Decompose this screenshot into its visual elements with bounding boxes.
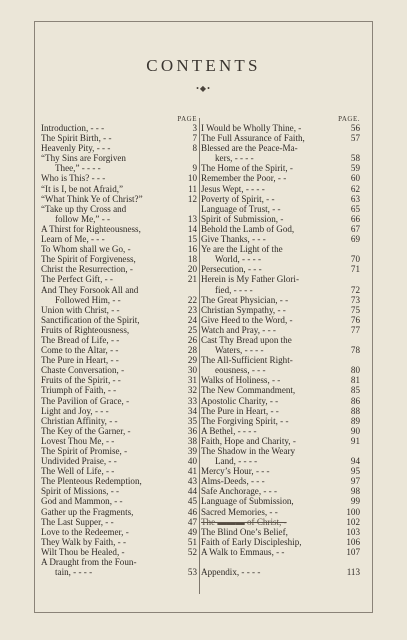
contents-entry	[41, 254, 197, 264]
entry-title: Faith of Early Discipleship,	[201, 536, 302, 547]
entry-title: Language of Trust, - -	[201, 203, 281, 214]
contents-entry	[41, 335, 197, 345]
entry-page-number: 75	[350, 304, 360, 315]
contents-entry	[41, 305, 197, 315]
contents-entry	[201, 335, 360, 345]
contents-entry	[41, 184, 197, 194]
entry-title: Jesus Wept, - - - -	[201, 183, 265, 194]
entry-title: Union with Christ, - -	[41, 304, 120, 315]
entry-title: The Last Supper, - -	[41, 516, 114, 527]
entry-title: Alms-Deeds, - - -	[201, 476, 265, 487]
contents-entry	[41, 123, 197, 133]
contents-entry	[201, 264, 360, 274]
entry-title: Introduction, - - -	[41, 123, 105, 133]
entry-page-number: 23	[187, 304, 197, 315]
entry-title: eousness, - - -	[215, 365, 266, 376]
entry-page-number: 31	[187, 375, 197, 386]
entry-title: The Shadow in the Weary	[201, 446, 296, 456]
entry-page-number: 65	[350, 203, 360, 214]
entry-page-number: 98	[350, 486, 360, 497]
contents-entry	[41, 224, 197, 234]
entry-title: Herein is My Father Glori-	[201, 274, 299, 285]
entry-page-number: 81	[350, 375, 360, 386]
contents-entry	[201, 325, 360, 335]
entry-title: The Full Assurance of Faith,	[201, 133, 305, 144]
contents-entry	[201, 375, 360, 385]
contents-entry	[201, 123, 360, 133]
contents-entry	[201, 184, 360, 194]
entry-title: A Thirst for Righteousness,	[41, 223, 141, 234]
entry-page-number: 45	[187, 496, 197, 507]
entry-title: Wilt Thou be Healed, -	[41, 546, 125, 557]
entry-page-number: 25	[187, 324, 197, 335]
entry-page-number: 10	[187, 173, 197, 184]
entry-title: “It is I, be not Afraid,”	[41, 183, 124, 194]
entry-title: Poverty of Spirit, - -	[201, 193, 275, 204]
entry-page-number: 113	[346, 567, 360, 578]
contents-entry	[201, 315, 360, 325]
contents-entry	[41, 416, 197, 426]
entry-title: The Blind One’s Belief,	[201, 526, 288, 537]
contents-entry	[41, 547, 197, 557]
entry-page-number: 66	[350, 213, 360, 224]
entry-page-number: 77	[350, 324, 360, 335]
entry-title: A Walk to Emmaus, - -	[201, 546, 285, 557]
entry-title: The Great Physician, - -	[201, 294, 289, 305]
entry-page-number: 67	[350, 223, 360, 234]
contents-entry	[201, 537, 360, 547]
contents-entry	[201, 416, 360, 426]
entry-title: kers, - - - -	[215, 153, 254, 164]
contents-entry	[201, 285, 360, 295]
entry-title: Walks of Holiness, - -	[201, 375, 281, 386]
contents-entry	[201, 557, 360, 567]
entry-title: Thee,” - - - -	[55, 163, 101, 174]
entry-page-number: 15	[187, 234, 197, 245]
entry-page-number: 60	[350, 173, 360, 184]
contents-entry	[41, 406, 197, 416]
entry-title: “What Think Ye of Christ?”	[41, 193, 143, 204]
entry-page-number: 22	[187, 294, 197, 305]
entry-page-number: 24	[187, 314, 197, 325]
contents-entry	[201, 163, 360, 173]
contents-entry	[201, 507, 360, 517]
entry-title: The ▬▬▬ of Christ, -	[201, 516, 287, 527]
contents-entry	[41, 244, 197, 254]
contents-entry	[201, 456, 360, 466]
column-divider	[199, 118, 200, 594]
entry-title: Love to the Redeemer, -	[41, 526, 129, 537]
entry-title: Cast Thy Bread upon the	[201, 334, 292, 345]
entry-page-number: 9	[192, 163, 197, 174]
contents-entry	[201, 305, 360, 315]
entry-page-number: 7	[192, 133, 197, 144]
entry-title: Lovest Thou Me, - -	[41, 435, 115, 446]
contents-entry	[41, 466, 197, 476]
contents-entry	[201, 173, 360, 183]
entry-title: follow Me,” - -	[55, 213, 111, 224]
contents-entry	[201, 204, 360, 214]
entry-title: Waters, - - - -	[215, 345, 264, 356]
entry-title: Followed Him, - -	[55, 294, 121, 305]
contents-entry	[201, 234, 360, 244]
contents-entry	[41, 133, 197, 143]
entry-title: And They Forsook All and	[41, 284, 139, 295]
entry-page-number: 73	[350, 294, 360, 305]
contents-entry	[41, 204, 197, 214]
entry-title: Persecution, - - -	[201, 264, 262, 275]
entry-page-number: 41	[187, 466, 197, 477]
entry-page-number: 78	[350, 345, 360, 356]
entry-title: The Spirit of Forgiveness,	[41, 254, 136, 265]
contents-entry	[201, 396, 360, 406]
entry-title: Mercy’s Hour, - - -	[201, 466, 270, 477]
contents-entry	[41, 385, 197, 395]
contents-entry	[41, 325, 197, 335]
entry-page-number: 49	[187, 526, 197, 537]
contents-entry	[201, 194, 360, 204]
contents-entry	[201, 486, 360, 496]
entry-title: Give Heed to the Word, -	[201, 314, 293, 325]
entry-page-number: 3	[192, 123, 197, 133]
entry-page-number: 71	[350, 264, 360, 275]
entry-page-number: 28	[187, 345, 197, 356]
entry-page-number: 58	[350, 153, 360, 164]
contents-entry	[41, 456, 197, 466]
entry-title: The Pure in Heart, - -	[41, 355, 119, 366]
entry-page-number: 11	[188, 183, 197, 194]
entry-title: Christian Affinity, - -	[41, 415, 118, 426]
entry-page-number: 8	[192, 143, 197, 154]
entry-title: The All-Sufficient Right-	[201, 355, 293, 366]
entry-title: They Walk by Faith, - -	[41, 536, 126, 547]
entry-page-number: 85	[350, 385, 360, 396]
entry-title: The Spirit of Promise, -	[41, 446, 128, 456]
entry-page-number: 56	[350, 123, 360, 133]
contents-entry	[41, 557, 197, 567]
entry-page-number: 20	[187, 264, 197, 275]
entry-title: The Spirit Birth, - -	[41, 133, 112, 144]
entry-page-number: 57	[350, 133, 360, 144]
entry-title: Blessed are the Peace-Ma-	[201, 143, 298, 154]
contents-entry	[201, 476, 360, 486]
contents-entry	[201, 224, 360, 234]
entry-page-number: 63	[350, 193, 360, 204]
entry-page-number: 89	[350, 415, 360, 426]
entry-title: Undivided Praise, - -	[41, 456, 117, 467]
entry-title: The Home of the Spirit, -	[201, 163, 293, 174]
entry-page-number: 30	[187, 365, 197, 376]
contents-entry	[201, 133, 360, 143]
contents-entry	[41, 264, 197, 274]
entry-page-number: 13	[187, 213, 197, 224]
contents-entry	[201, 295, 360, 305]
entry-page-number: 100	[346, 506, 360, 517]
contents-entry	[41, 426, 197, 436]
entry-page-number: 46	[187, 506, 197, 517]
entry-title: The Bread of Life, - -	[41, 334, 120, 345]
entry-title: To Whom shall we Go, -	[41, 244, 131, 255]
entry-page-number: 34	[187, 405, 197, 416]
entry-title: Come to the Altar, - -	[41, 345, 119, 356]
entry-page-number: 12	[187, 193, 197, 204]
entry-page-number: 26	[187, 334, 197, 345]
contents-entry	[41, 345, 197, 355]
contents-entry	[201, 567, 360, 577]
entry-title: Land, - - - -	[215, 456, 258, 467]
entry-title: Gather up the Fragments,	[41, 506, 134, 517]
contents-entry	[41, 507, 197, 517]
entry-page-number: 62	[350, 183, 360, 194]
entry-page-number: 36	[187, 425, 197, 436]
entry-title: tain, - - - -	[55, 567, 93, 578]
entry-page-number: 33	[187, 395, 197, 406]
entry-page-number: 97	[350, 476, 360, 487]
entry-title: I Would be Wholly Thine, -	[201, 123, 302, 133]
entry-page-number: 35	[187, 415, 197, 426]
entry-page-number: 91	[350, 435, 360, 446]
contents-left-column	[41, 115, 197, 577]
entry-page-number: 21	[187, 274, 197, 285]
entry-page-number: 70	[350, 254, 360, 265]
entry-page-number: 51	[187, 536, 197, 547]
contents-entry	[41, 214, 197, 224]
contents-entry	[201, 153, 360, 163]
entry-title: “Thy Sins are Forgiven	[41, 153, 126, 164]
contents-entry	[201, 254, 360, 264]
contents-entry	[41, 517, 197, 527]
entry-title: Learn of Me, - - -	[41, 234, 105, 245]
contents-entry	[41, 285, 197, 295]
entry-title: Spirit of Submission, -	[201, 213, 284, 224]
contents-entry	[201, 406, 360, 416]
entry-page-number: 88	[350, 405, 360, 416]
entry-page-number: 80	[350, 365, 360, 376]
page-column-label: PAGE	[177, 115, 197, 123]
entry-page-number: 53	[187, 567, 197, 578]
contents-entry	[41, 234, 197, 244]
entry-title: Sacred Memories, - -	[201, 506, 278, 517]
entry-title: Spirit of Missions, - -	[41, 486, 120, 497]
entry-title: The Forgiving Spirit, - -	[201, 415, 289, 426]
contents-entry	[201, 436, 360, 446]
entry-page-number: 107	[346, 546, 360, 557]
contents-entry	[201, 214, 360, 224]
contents-entry	[41, 173, 197, 183]
entry-title: Christian Sympathy, - -	[201, 304, 286, 315]
entry-title: Remember the Poor, - -	[201, 173, 287, 184]
contents-entry	[41, 486, 197, 496]
entry-page-number: 59	[350, 163, 360, 174]
entry-title: “Take up thy Cross and	[41, 203, 127, 214]
entry-title: Appendix, - - - -	[201, 567, 261, 578]
entry-title: Safe Anchorage, - - -	[201, 486, 277, 497]
entry-page-number: 103	[346, 526, 360, 537]
contents-entry	[201, 143, 360, 153]
contents-entry	[41, 436, 197, 446]
entry-title: Who is This? - - -	[41, 173, 106, 184]
entry-title: The Perfect Gift, - -	[41, 274, 113, 285]
entry-page-number: 29	[187, 355, 197, 366]
entry-page-number: 32	[187, 385, 197, 396]
contents-entry	[201, 466, 360, 476]
contents-entry	[201, 244, 360, 254]
contents-entry	[41, 496, 197, 506]
entry-title: fied, - - - -	[215, 284, 253, 295]
entry-title: A Bethel, - - - -	[201, 425, 257, 436]
entry-page-number: 99	[350, 496, 360, 507]
entry-title: Light and Joy, - - -	[41, 405, 109, 416]
entry-title: Sanctification of the Spirit,	[41, 314, 140, 325]
contents-entry	[41, 143, 197, 153]
contents-entry	[201, 547, 360, 557]
entry-page-number: 14	[187, 223, 197, 234]
entry-page-number: 43	[187, 476, 197, 487]
contents-entry	[201, 496, 360, 506]
contents-entry	[201, 385, 360, 395]
contents-entry	[41, 163, 197, 173]
entry-page-number: 38	[187, 435, 197, 446]
entry-title: Watch and Pray, - - -	[201, 324, 276, 335]
contents-entry	[201, 355, 360, 365]
contents-entry	[41, 476, 197, 486]
entry-page-number: 94	[350, 456, 360, 467]
entry-title: World, - - - -	[215, 254, 261, 265]
contents-entry	[41, 567, 197, 577]
contents-entry	[41, 315, 197, 325]
entry-page-number: 40	[187, 456, 197, 467]
contents-entry	[201, 365, 360, 375]
entry-title: The Key of the Garner, -	[41, 425, 131, 436]
contents-right-column	[201, 115, 360, 577]
contents-entry	[201, 345, 360, 355]
entry-page-number: 18	[187, 254, 197, 265]
entry-page-number: 47	[187, 516, 197, 527]
contents-entry	[41, 153, 197, 163]
entry-page-number: 39	[187, 446, 197, 456]
entry-title: Behold the Lamb of God,	[201, 223, 295, 234]
entry-title: The Pavilion of Grace, -	[41, 395, 130, 406]
entry-page-number: 90	[350, 425, 360, 436]
entry-page-number: 52	[187, 546, 197, 557]
contents-entry	[41, 295, 197, 305]
entry-title: Heavenly Pity, - - -	[41, 143, 111, 154]
entry-page-number: 106	[346, 536, 360, 547]
page-title: CONTENTS	[146, 56, 261, 75]
contents-entry	[41, 537, 197, 547]
contents-entry	[41, 527, 197, 537]
contents-entry	[41, 396, 197, 406]
contents-entry	[201, 446, 360, 456]
entry-title: Fruits of Righteousness,	[41, 324, 130, 335]
entry-page-number: 44	[187, 486, 197, 497]
entry-title: Ye are the Light of the	[201, 244, 283, 255]
entry-title: God and Mammon, - -	[41, 496, 123, 507]
entry-title: Give Thanks, - - -	[201, 234, 266, 245]
entry-page-number: 86	[350, 395, 360, 406]
contents-entry	[201, 426, 360, 436]
contents-entry	[41, 355, 197, 365]
entry-title: A Draught from the Foun-	[41, 557, 137, 568]
entry-title: The New Commandment,	[201, 385, 296, 396]
entry-title: The Plenteous Redemption,	[41, 476, 142, 487]
entry-title: Chaste Conversation, -	[41, 365, 125, 376]
title-ornament: •◆•	[196, 84, 211, 93]
entry-title: Apostolic Charity, - -	[201, 395, 279, 406]
entry-title: Faith, Hope and Charity, -	[201, 435, 296, 446]
entry-page-number: 69	[350, 234, 360, 245]
entry-page-number: 95	[350, 466, 360, 477]
contents-entry	[41, 274, 197, 284]
contents-entry	[41, 194, 197, 204]
entry-title: The Pure in Heart, - -	[201, 405, 279, 416]
entry-page-number: 72	[350, 284, 360, 295]
contents-entry	[201, 527, 360, 537]
entry-page-number: 16	[187, 244, 197, 255]
entry-title: Fruits of the Spirit, - -	[41, 375, 121, 386]
entry-title: Christ the Resurrection, -	[41, 264, 133, 275]
contents-entry	[201, 517, 360, 527]
contents-entry	[41, 375, 197, 385]
contents-entry	[201, 274, 360, 284]
entry-page-number: 76	[350, 314, 360, 325]
entry-title: Language of Submission,	[201, 496, 294, 507]
entry-title: The Well of Life, - -	[41, 466, 115, 477]
contents-entry	[41, 446, 197, 456]
entry-page-number: 102	[346, 516, 360, 527]
entry-title: Triumph of Faith, - -	[41, 385, 117, 396]
page-column-label: PAGE.	[338, 115, 360, 123]
contents-entry	[41, 365, 197, 375]
